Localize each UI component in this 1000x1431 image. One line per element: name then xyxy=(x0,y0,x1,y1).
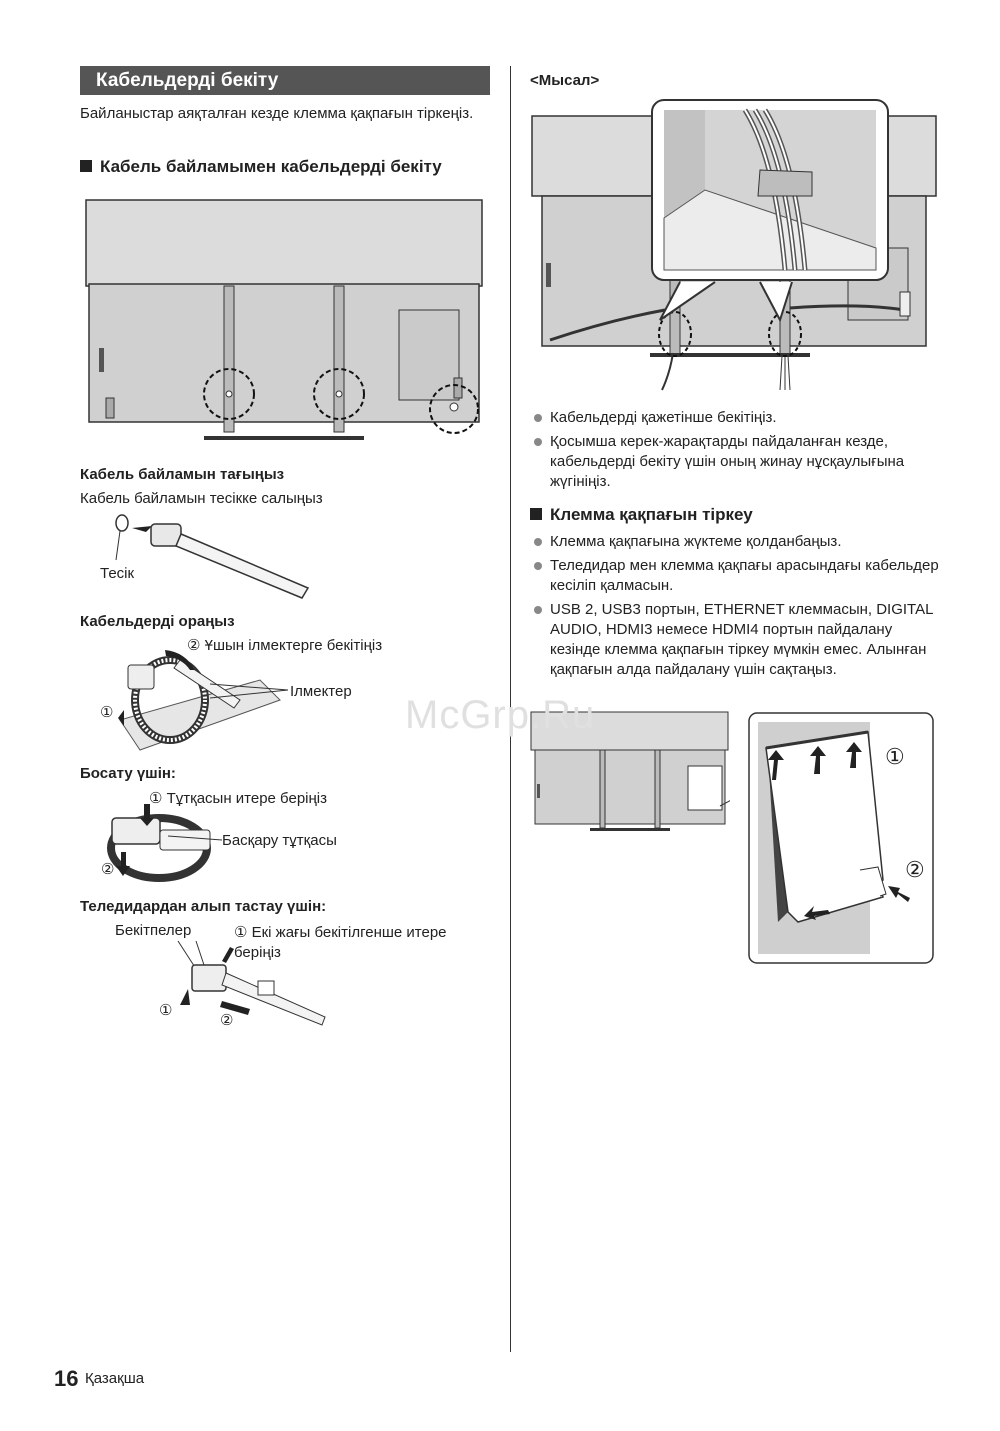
remove-step1: ① Екі жағы бекітілгенше итере беріңіз xyxy=(234,924,447,961)
hole-label: Тесік xyxy=(100,565,135,582)
watermark: McGrp.Ru xyxy=(405,693,596,737)
cable-tie-insert-illustration xyxy=(96,510,326,600)
page-number: 16 xyxy=(54,1366,79,1391)
remove-num1: ① xyxy=(159,1002,173,1019)
bullet-item: Кабельдерді қажетінше бекітіңіз. xyxy=(532,408,942,428)
bullet-list-2 xyxy=(532,532,942,684)
subheading-terminal-cover xyxy=(530,505,753,525)
release-step1: ① Тұтқасын итере беріңіз xyxy=(149,790,327,807)
release-step2: ② xyxy=(101,861,115,878)
subheading-text: Клемма қақпағын тіркеу xyxy=(550,505,753,524)
release-title: Босату үшін: xyxy=(80,765,176,782)
remove-illustration xyxy=(160,935,330,1030)
bullet-list-1 xyxy=(532,408,942,496)
tv-back-diagram xyxy=(84,198,484,443)
wrap-title: Кабельдерді ораңыз xyxy=(80,613,235,630)
square-bullet-icon xyxy=(80,160,92,172)
bullet-item: Теледидар мен клемма қақпағы арасындағы кабельдер кесіліп қалмасын. xyxy=(532,556,942,596)
remove-title: Теледидардан алып тастау үшін: xyxy=(80,898,327,915)
fasteners-label: Бекітпелер xyxy=(115,922,192,939)
bullet-dot-icon xyxy=(534,438,542,446)
terminal-cover-diagram xyxy=(748,712,934,964)
remove-num2: ② xyxy=(220,1012,234,1029)
subheading-text: Кабель байламымен кабельдерді бекіту xyxy=(100,157,442,176)
step2-label: ② xyxy=(905,857,925,882)
square-bullet-icon xyxy=(530,508,542,520)
bullet-dot-icon xyxy=(534,606,542,614)
bullet-item: USB 2, USB3 портын, ETHERNET клеммасын, DIGITAL AUDIO, HDMI3 немесе HDMI4 портын пайдалану кезінде клемма қақпағын тіркеу мүмкін емес. Алынған қақпағын алда пайдалану үшін сақтаңыз. xyxy=(532,600,942,680)
attach-title: Кабель байламын тағыңыз xyxy=(80,466,285,483)
example-tv-diagram xyxy=(530,98,940,394)
bullet-dot-icon xyxy=(534,414,542,422)
step1-label: ① xyxy=(885,744,905,769)
subheading-cable-tie xyxy=(80,157,442,177)
section-header: Кабельдерді бекіту xyxy=(80,66,490,95)
bullet-item: Қосымша керек-жарақтарды пайдаланған кезде, кабельдерді бекіту үшін оның жинау нұсқаулығына жүгініңіз. xyxy=(532,432,942,492)
attach-text: Кабель байламын тесікке салыңыз xyxy=(80,490,323,507)
wrap-step2: ② Ұшын ілмектерге бекітіңіз xyxy=(187,637,383,654)
control-knob-label: Басқару тұтқасы xyxy=(222,832,337,849)
bullet-item: Клемма қақпағына жүктеме қолданбаңыз. xyxy=(532,532,942,552)
wrap-step1: ① xyxy=(100,704,114,721)
bullet-dot-icon xyxy=(534,538,542,546)
example-label: <Мысал> xyxy=(530,72,600,89)
bullet-dot-icon xyxy=(534,562,542,570)
release-illustration xyxy=(104,800,224,890)
footer-language: Қазақша xyxy=(85,1370,145,1387)
hooks-label: Ілмектер xyxy=(290,683,352,700)
intro-text: Байланыстар аяқталған кезде клемма қақпағын тіркеңіз. xyxy=(80,105,474,122)
control-knob-leader xyxy=(168,832,224,844)
hooks-leader-lines xyxy=(210,678,290,708)
